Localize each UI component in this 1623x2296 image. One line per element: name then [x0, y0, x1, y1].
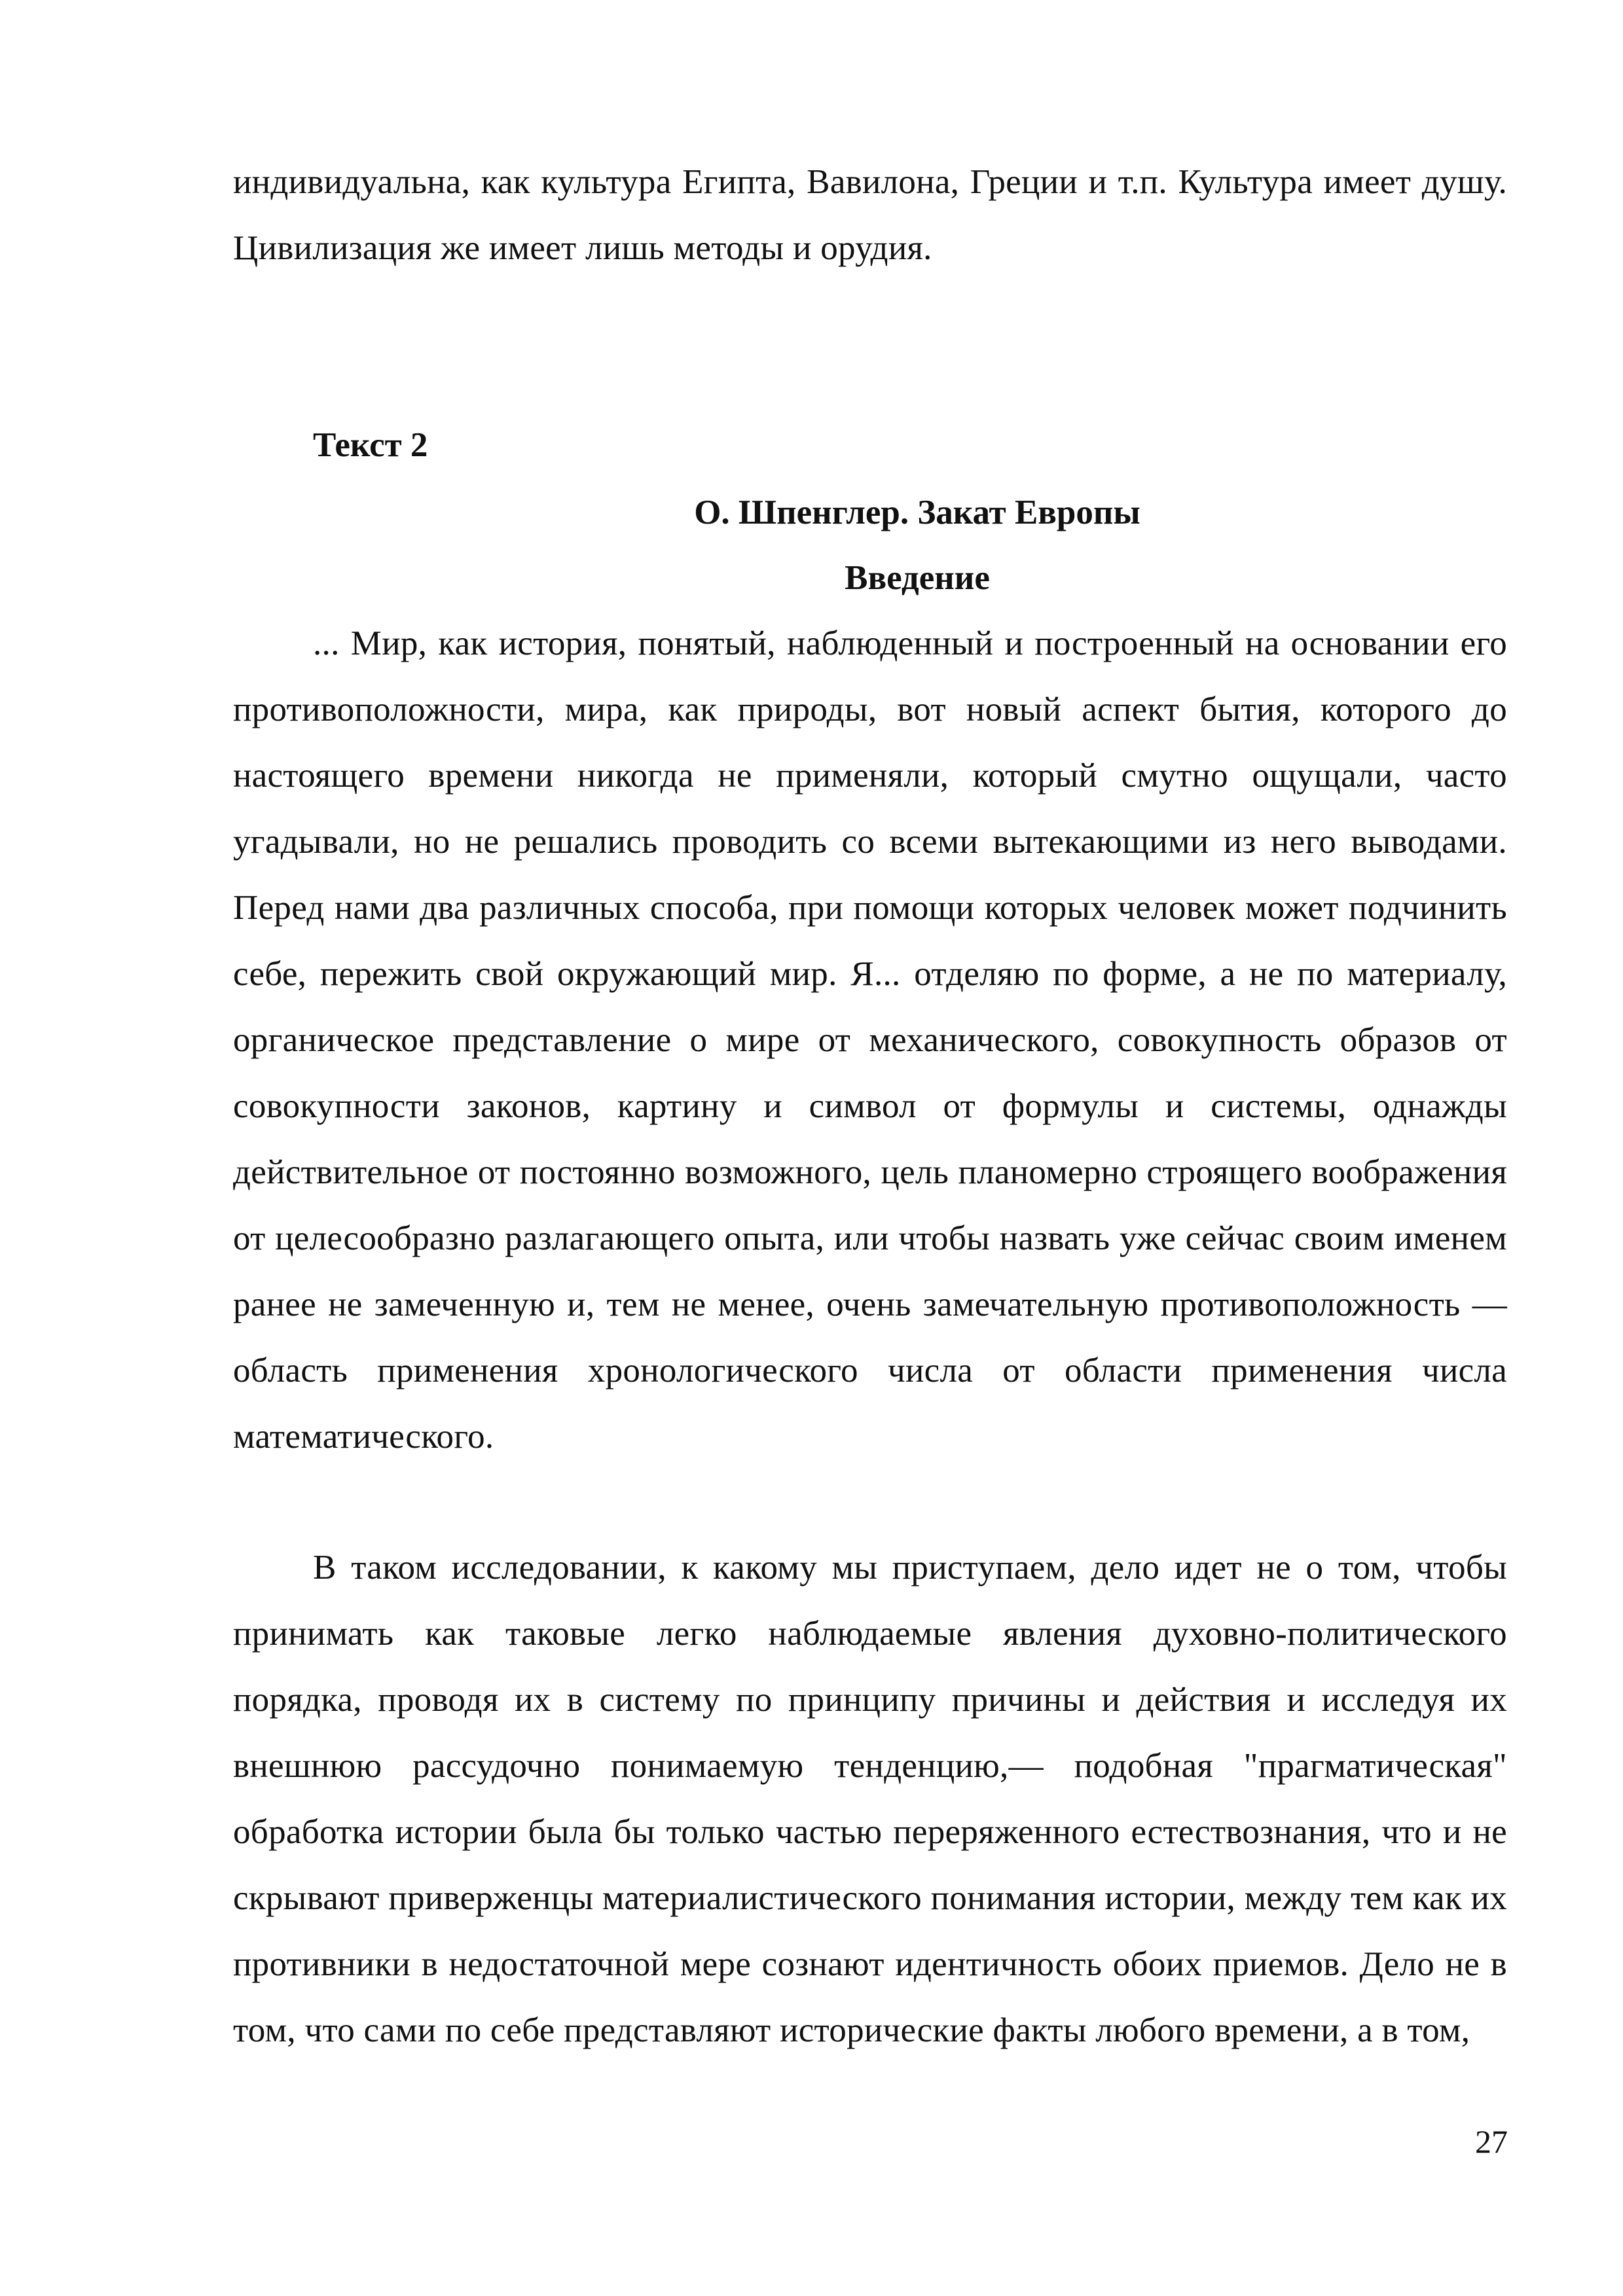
- paragraph-text: индивидуальна, как культура Египта, Вавилона, Греции и т.п. Культура имеет душу. Цивилизация же имеет лишь методы и орудия.: [233, 163, 1507, 267]
- paragraph-text: ... Мир, как история, понятый, наблюденный и построенный на основании его противоположности, мира, как природы, вот новый аспект бытия, которого до настоящего времени никогда не применяли, который смутно ощущали, часто угадывали, но не решались проводить со всеми вытекающими из него выводами. Перед нами два различных способа, при помощи которых человек может подчинить себе, пережить свой окружающий мир. Я... отделяю по форме, а не по материалу, органическое представление о мире от механического, совокупность образов от совокупности законов, картину и символ от формулы и системы, однажды действительное от постоянно возможного, цель планомерно строящего воображения от целесообразно разлагающего опыта, или чтобы назвать уже сейчас своим именем ранее не замеченную и, тем не менее, очень замечательную противоположность — область применения хронологического числа от области применения числа математического.: [233, 624, 1507, 1456]
- paragraph-text: В таком исследовании, к какому мы приступаем, дело идет не о том, чтобы принимать как таковые легко наблюдаемые явления духовно-политического порядка, проводя их в систему по принципу причины и действия и исследуя их внешнюю рассудочно понимаемую тенденцию,— подобная "прагматическая" обработка истории была бы только частью переряженного естествознания, что и не скрывают приверженцы материалистического понимания истории, между тем как их противники в недостаточной мере сознают идентичность обоих приемов. Дело не в том, что сами по себе представляют исторические факты любого времени, а в том,: [233, 1549, 1507, 2049]
- paragraph-1: [233, 611, 1507, 1470]
- text-label: Текст 2: [313, 426, 428, 464]
- page-number: 27: [1475, 2123, 1508, 2160]
- continued-paragraph: [233, 149, 1507, 281]
- paragraph-2: [233, 1535, 1507, 2064]
- work-title: О. Шпенглер. Закат Европы: [694, 493, 1140, 531]
- section-title: Введение: [845, 559, 990, 597]
